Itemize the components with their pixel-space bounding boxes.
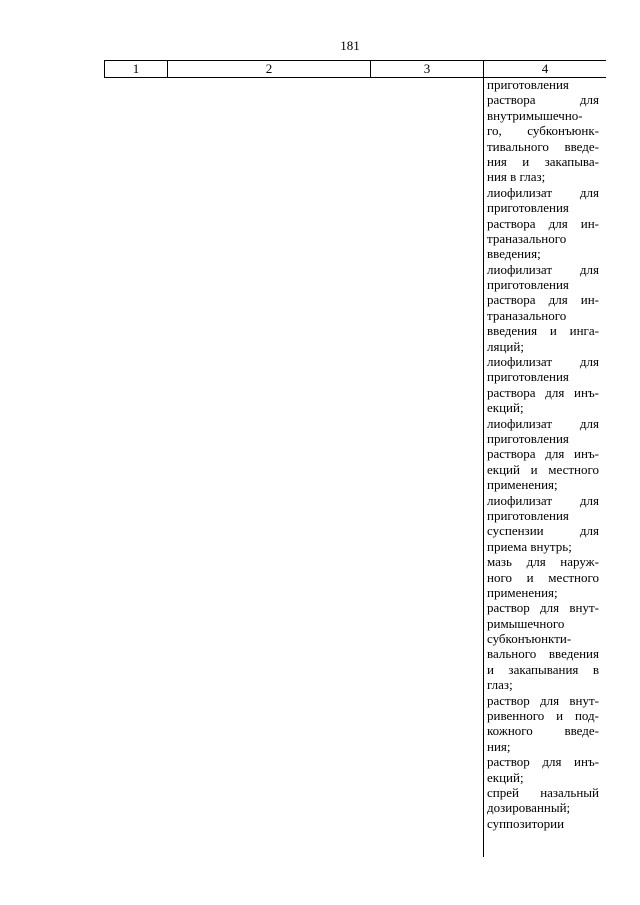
cell-text-line: приготовления (487, 77, 569, 92)
cell-text-line: раствор для инъ- (487, 754, 599, 770)
cell-text-line: спрей назальный (487, 784, 599, 800)
cell-text-line: раствора для инъ- (487, 384, 599, 400)
cell-text-line: ривенного и под- (487, 708, 599, 724)
column-header-4: 4 (483, 61, 606, 77)
column-header-1: 1 (104, 61, 167, 77)
page-number: 181 (340, 38, 360, 53)
cell-text-line: приготовления (487, 369, 569, 385)
cell-text-line: лиофилизат для (487, 184, 599, 200)
cell-text-line: екций; (487, 769, 524, 785)
cell-text-line: приема внутрь; (487, 538, 572, 554)
cell-text-line: раствора для инъ- (487, 446, 599, 462)
column-header-2: 2 (167, 61, 370, 77)
cell-text-line: введения; (487, 246, 541, 262)
cell-text-line: дозированный; (487, 800, 571, 816)
cell-text-line: введения и инга- (487, 323, 599, 339)
cell-text-line: лиофилизат для (487, 261, 599, 277)
cell-text-line: кожного введе- (487, 723, 599, 739)
cell-text-line: суспензии для (487, 523, 599, 539)
column-4-cell-text (487, 77, 599, 831)
cell-text-line: лиофилизат для (487, 415, 599, 431)
cell-text-line: лиофилизат для (487, 492, 599, 508)
cell-text-line: лиофилизат для (487, 354, 599, 370)
column-4-divider (483, 77, 484, 857)
cell-text-line: тивального введе- (487, 138, 599, 154)
cell-text-line: раствор для внут- (487, 692, 599, 708)
cell-text-line: римышечного (487, 615, 565, 631)
cell-text-line: применения; (487, 584, 558, 600)
cell-text-line: приготовления (487, 507, 569, 523)
cell-text-line: траназального (487, 230, 567, 246)
cell-text-line: приготовления (487, 200, 569, 216)
cell-text-line: ляций; (487, 338, 524, 354)
cell-text-line: ния и закапыва- (487, 153, 599, 169)
cell-text-line: вального введения (487, 646, 599, 662)
cell-text-line: раствора для ин- (487, 215, 599, 231)
cell-text-line: суппозитории (487, 815, 565, 831)
cell-text-line: екций и местного (487, 461, 599, 477)
column-header-3: 3 (370, 61, 483, 77)
cell-text-line: глаз; (487, 677, 513, 693)
cell-text-line: екций; (487, 400, 524, 416)
cell-text-line: и закапывания в (487, 661, 599, 677)
cell-text-line: раствор для внут- (487, 600, 599, 616)
cell-text-line: траназального (487, 307, 567, 323)
table-header-row (104, 60, 606, 78)
cell-text-line: раствора для (487, 92, 599, 108)
cell-text-line: внутримышечно- (487, 107, 583, 123)
cell-text-line: ния; (487, 738, 511, 754)
cell-text-line: ния в глаз; (487, 169, 546, 185)
cell-text-line: раствора для ин- (487, 292, 599, 308)
cell-text-line: ного и местного (487, 569, 599, 585)
cell-text-line: приготовления (487, 430, 569, 446)
cell-text-line: мазь для наруж- (487, 554, 599, 570)
cell-text-line: субконъюнкти- (487, 631, 572, 647)
cell-text-line: приготовления (487, 277, 569, 293)
cell-text-line: применения; (487, 477, 558, 493)
cell-text-line: го, субконъюнк- (487, 123, 599, 139)
